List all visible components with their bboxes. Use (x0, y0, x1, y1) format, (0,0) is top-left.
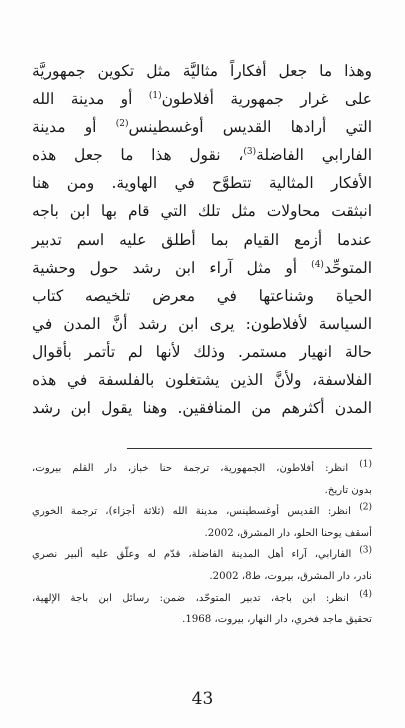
text-line: وهذا ما جعل أفكاراً مثاليَّة مثل تكوين جمهوريَّة (32, 62, 372, 80)
footnote-line: $^{(4)}$ انظر: ابن باجة، تدبير المتوحّد، ضمن: رسائل ابن باجة الإلهية، (32, 589, 372, 604)
text-line: حالة انهيار مستمر. وذلك لأنها لم تأتمر بأقوال (32, 342, 372, 361)
footnote-line: أسقف يوحنا الحلو، دار المشرق، 2002. (204, 527, 372, 539)
page-number: 43 (191, 689, 214, 709)
footnote-ref[interactable]: (4) (311, 259, 324, 270)
footnote-line: $^{(3)}$ الفارابي، آراء أهل المدينة الفاضلة، قدّم له وعلّق عليه ألبير نصري (32, 545, 372, 561)
footnote-line: $^{(2)}$ انظر: القديس أوغسطينس، مدينة الله (ثلاثة أجزاء)، ترجمة الخوري (32, 502, 372, 518)
text-line: السياسة لأفلاطون: يرى ابن رشد أنَّ المدن في (32, 314, 372, 333)
footnotes (32, 458, 372, 631)
footnote-divider (127, 448, 372, 449)
text-line: الفلاسفة، ولأنَّ الذين يشتغلون بالفلسفة في هذه (32, 371, 372, 390)
footnote-line: تحقيق ماجد فخري، دار النهار، بيروت، 1968. (182, 614, 372, 626)
footnote-ref[interactable]: (1) (148, 90, 162, 101)
main-text (32, 57, 372, 422)
footnote-line: بدون تاريخ. (324, 484, 372, 496)
text-line: المتوحِّد$^{(4)}$ أو مثل آراء ابن رشد حول وحشية (32, 258, 372, 277)
text-line: الحياة وشناعتها في معرض تلخيصه كتاب (32, 286, 372, 305)
footnote-line: نادر، دار المشرق، بيروت، ط8، 2002. (209, 570, 372, 582)
text-line: عندما أزمع القيام بما أطلق عليه اسم تدبير (32, 230, 372, 249)
text-line: على غرار جمهورية أفلاطون$^{(1)}$ أو مدينة الله (32, 90, 372, 109)
footnote-ref[interactable]: (2) (115, 119, 129, 130)
footnote-ref[interactable]: (3) (243, 147, 257, 158)
text-line: انبثقت محاولات مثل تلك التي قام بها ابن باجه (32, 202, 372, 221)
text-line: المدن أكثرهم من المنافقين. وهنا يقول ابن رشد (32, 399, 372, 418)
text-line: التي أرادها القديس أوغسطينس$^{(2)}$ أو مدينة (32, 118, 372, 137)
text-line: الفارابي الفاضلة$^{(3)}$، نقول هذا ما جعل هذه (32, 146, 372, 165)
text-line: الأفكار المثالية تتطوَّح في الهاوية. ومن هنا (32, 174, 372, 193)
footnote-line: $^{(1)}$ انظر: أفلاطون، الجمهورية، ترجمة حنا خباز، دار القلم بيروت، (32, 459, 372, 474)
